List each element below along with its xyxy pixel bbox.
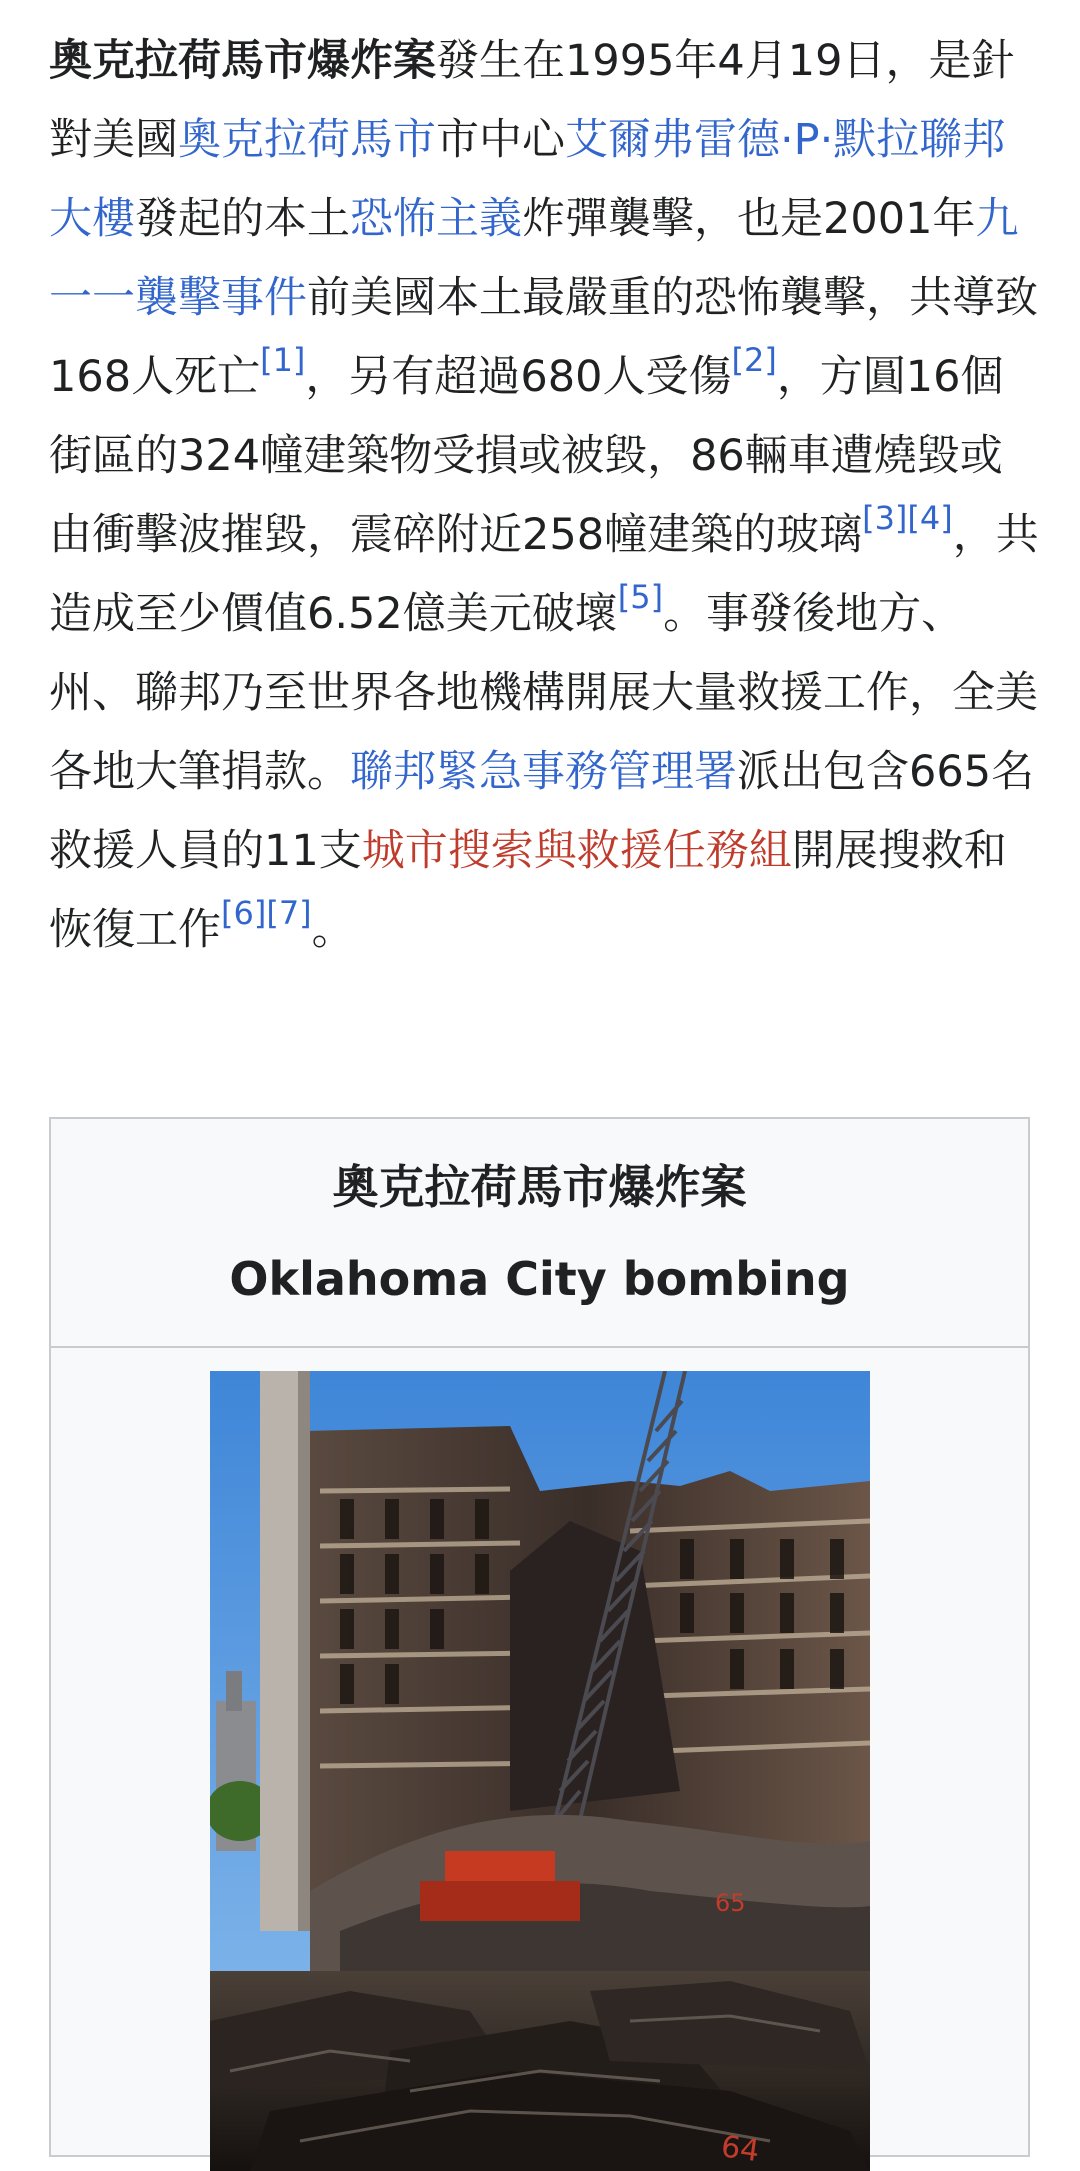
reference-6[interactable]	[221, 894, 266, 932]
reference-2-link[interactable]: [2]	[731, 341, 777, 379]
link-september-11[interactable]: 九一一襲擊事件	[49, 194, 1019, 323]
text-segment: 派出包含665名救援人員的11支	[49, 747, 1035, 876]
text-segment: 前美國本土最嚴重的恐怖襲擊，共導致168人死亡	[49, 273, 1038, 402]
infobox-title-english: Oklahoma City bombing	[229, 1252, 850, 1306]
link-fema[interactable]: 聯邦緊急事務管理署	[350, 747, 737, 797]
infobox-title-chinese: 奧克拉荷馬市爆炸案	[332, 1160, 747, 1214]
svg-text:65: 65	[715, 1889, 746, 1917]
text-segment: 炸彈襲擊，也是2001年	[522, 194, 976, 244]
link-oklahoma-city[interactable]: 奧克拉荷馬市	[178, 115, 436, 165]
text-segment: 發起的本土	[135, 194, 350, 244]
text-segment: 。事發後地方、州、聯邦乃至世界各地機構開展大量救援工作，全美各地大筆捐款。	[49, 589, 1038, 797]
article-body	[49, 22, 1039, 970]
reference-1[interactable]	[260, 341, 305, 379]
text-segment: ，另有超過680人受傷	[305, 352, 732, 402]
lead-paragraph	[49, 22, 1039, 970]
article-subject: 奧克拉荷馬市爆炸案	[49, 36, 436, 86]
text-segment: 發生在1995年4月19日，是針對美國	[49, 36, 1015, 165]
reference-4-link[interactable]: [4]	[907, 499, 953, 537]
svg-text:64: 64	[718, 2129, 762, 2170]
reference-7-link[interactable]: [7]	[266, 894, 312, 932]
reference-5-link[interactable]: [5]	[617, 578, 664, 616]
infobox-title	[51, 1119, 1028, 1348]
link-terrorism[interactable]: 恐怖主義	[350, 194, 522, 244]
link-murrah-building[interactable]: 艾爾弗雷德·P·默拉聯邦大樓	[49, 115, 1006, 244]
reference-2[interactable]	[731, 341, 776, 379]
reference-7[interactable]	[266, 894, 311, 932]
reference-1-link[interactable]: [1]	[260, 341, 306, 379]
reference-3[interactable]	[862, 499, 907, 537]
reference-4[interactable]	[907, 499, 952, 537]
infobox-image[interactable]	[210, 1371, 870, 2171]
reference-3-link[interactable]: [3]	[862, 499, 908, 537]
text-segment: ，方圓16個街區的324幢建築物受損或被毀，86輛車遭燒毀或由衝擊波摧毀，震碎附近258幢建築的玻璃	[49, 352, 1004, 560]
text-segment: 。	[311, 905, 355, 955]
reference-5[interactable]	[618, 578, 663, 616]
infobox	[49, 1117, 1030, 2170]
reference-6-link[interactable]: [6]	[221, 894, 267, 932]
link-urban-search-rescue[interactable]: 城市搜索與救援任務組	[361, 826, 792, 876]
text-segment: 開展搜救和恢復工作	[49, 826, 1007, 955]
text-segment: 市中心	[436, 115, 565, 165]
bombing-photo-illustration	[210, 1371, 870, 2171]
text-segment: ，共造成至少價值6.52億美元破壞	[49, 510, 1039, 639]
